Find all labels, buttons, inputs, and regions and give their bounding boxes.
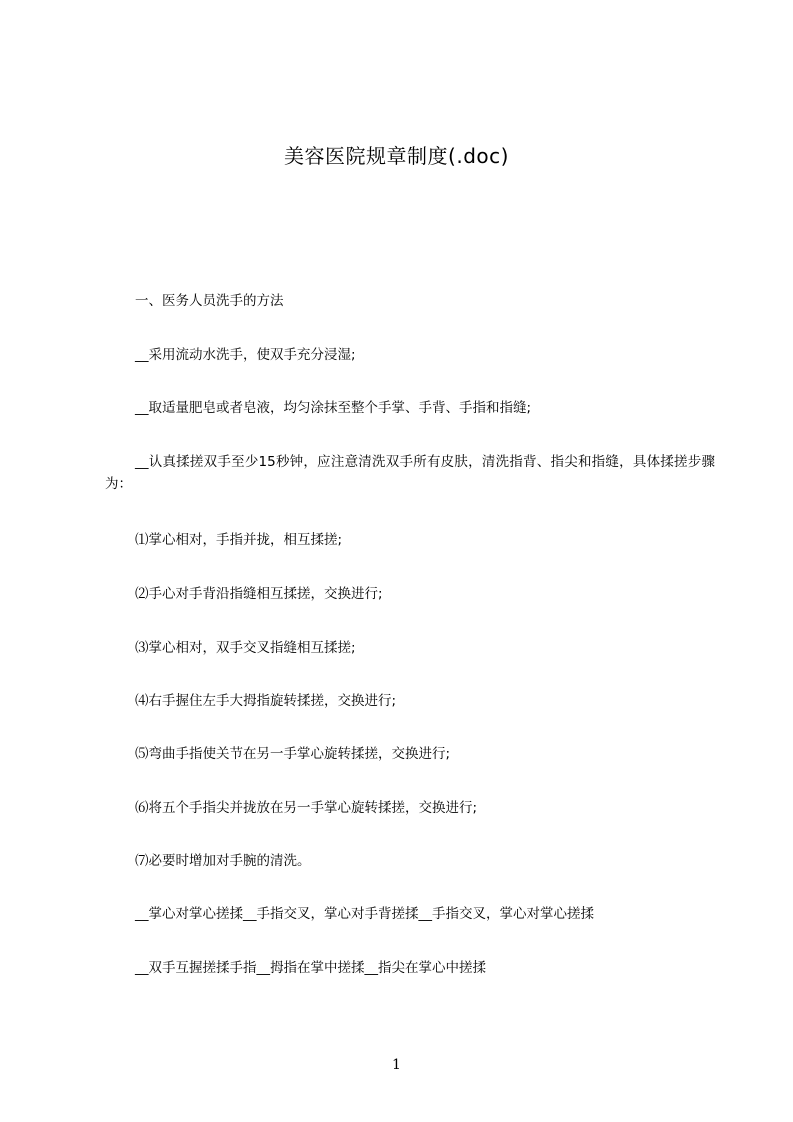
page-number: 1 <box>392 1057 401 1073</box>
document-title: 美容医院规章制度(.doc) <box>284 144 509 168</box>
list-item: ⑶掌心相对，双手交叉指缝相互揉搓; <box>135 640 356 656</box>
paragraph: __认真揉搓双手至少15秒钟，应注意清洗双手所有皮肤，清洗指背、指尖和指缝，具体揉搓步骤为： <box>105 454 715 492</box>
list-item: ⑵手心对手背沿指缝相互揉搓，交换进行; <box>135 586 383 602</box>
list-item: ⑸弯曲手指使关节在另一手掌心旋转揉搓，交换进行; <box>135 746 451 762</box>
list-item: ⑹将五个手指尖并拢放在另一手掌心旋转揉搓，交换进行; <box>135 800 478 816</box>
paragraph: __双手互握搓揉手指__拇指在掌中搓揉__指尖在掌心中搓揉 <box>135 960 486 976</box>
paragraph: __取适量肥皂或者皂液，均匀涂抹至整个手掌、手背、手指和指缝; <box>135 400 532 416</box>
list-item: ⑷右手握住左手大拇指旋转揉搓，交换进行; <box>135 693 397 709</box>
paragraph: __掌心对掌心搓揉__手指交叉，掌心对手背搓揉__手指交叉，掌心对掌心搓揉 <box>135 906 594 922</box>
list-item: ⑴掌心相对，手指并拢，相互揉搓; <box>135 532 343 548</box>
list-item: ⑺必要时增加对手腕的清洗。 <box>135 853 311 869</box>
section-heading: 一、医务人员洗手的方法 <box>135 293 284 309</box>
paragraph: __采用流动水洗手，使双手充分浸湿; <box>135 347 356 363</box>
